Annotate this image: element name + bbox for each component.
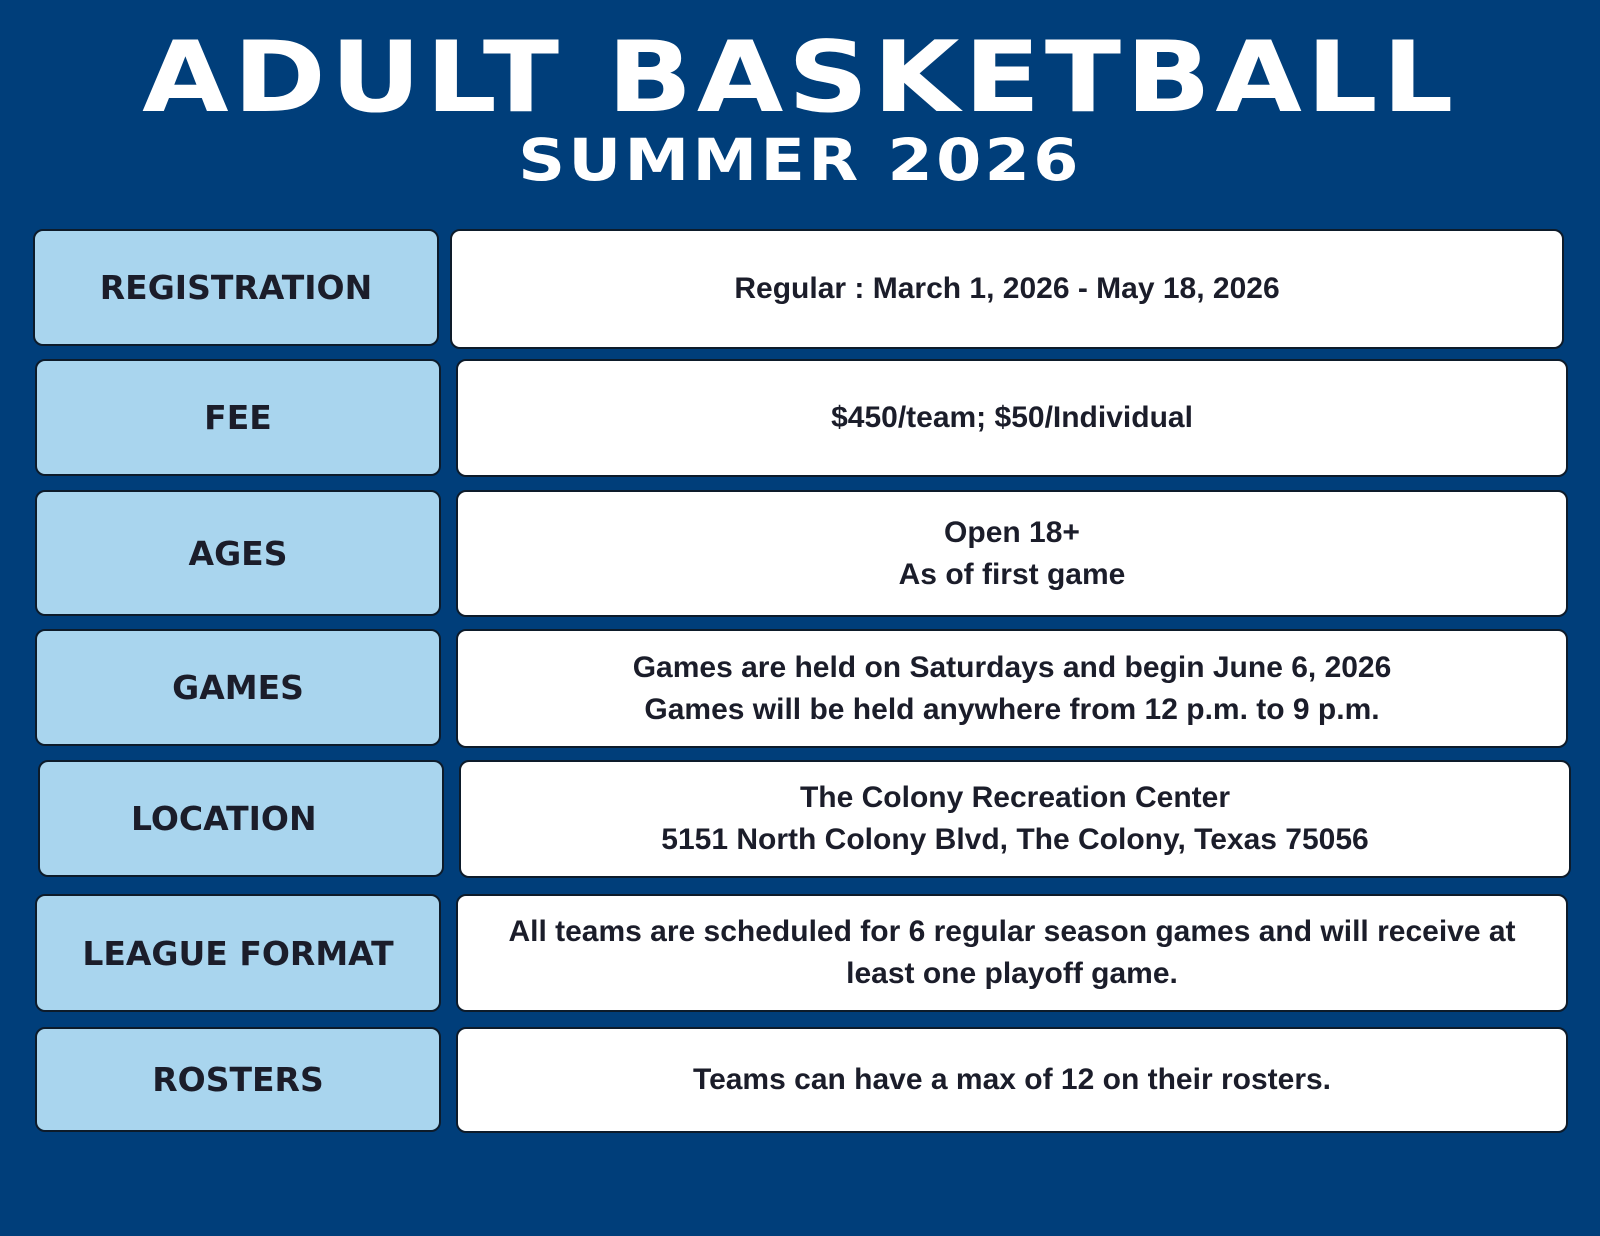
value-league-format-line-2: least one playoff game. <box>846 957 1178 990</box>
label-rosters-text: ROSTERS <box>152 1060 324 1099</box>
value-league-format <box>456 894 1568 1012</box>
value-registration-line-1: Regular : March 1, 2026 - May 18, 2026 <box>734 272 1280 305</box>
label-rosters <box>35 1027 441 1132</box>
value-fee-line-1: $450/team; $50/Individual <box>831 401 1193 434</box>
label-ages <box>35 490 441 616</box>
value-ages-line-1: Open 18+ <box>944 515 1080 549</box>
label-games-text: GAMES <box>172 668 304 707</box>
value-fee <box>456 359 1568 477</box>
label-fee <box>35 359 441 476</box>
label-league-format-text: LEAGUE FORMAT <box>82 933 394 973</box>
value-rosters <box>456 1027 1568 1133</box>
value-league-format-line-1: All teams are scheduled for 6 regular season games and will receive at <box>508 915 1516 948</box>
label-games <box>35 629 441 746</box>
page-subtitle: SUMMER 2026 <box>518 126 1082 194</box>
value-location-line-1: The Colony Recreation Center <box>799 781 1231 814</box>
label-location <box>38 760 444 877</box>
page-title: ADULT BASKETBALL <box>142 21 1458 135</box>
value-games-line-2: Games will be held anywhere from 12 p.m. to 9 p.m. <box>644 692 1380 726</box>
value-ages-line-2: As of first game <box>898 557 1126 591</box>
label-location-text: LOCATION <box>131 799 317 838</box>
value-location-line-2: 5151 North Colony Blvd, The Colony, Texas 75056 <box>661 823 1369 856</box>
value-rosters-line-1: Teams can have a max of 12 on their rosters. <box>692 1063 1332 1096</box>
label-fee-text: FEE <box>204 398 272 437</box>
label-registration <box>33 229 439 346</box>
value-ages <box>456 490 1568 617</box>
value-registration <box>450 229 1564 349</box>
label-registration-text: REGISTRATION <box>99 268 373 307</box>
value-games-line-1: Games are held on Saturdays and begin June 6, 2026 <box>632 650 1392 684</box>
value-location <box>459 760 1571 878</box>
value-games <box>456 629 1568 748</box>
label-ages-text: AGES <box>188 533 288 573</box>
label-league-format <box>35 894 441 1012</box>
